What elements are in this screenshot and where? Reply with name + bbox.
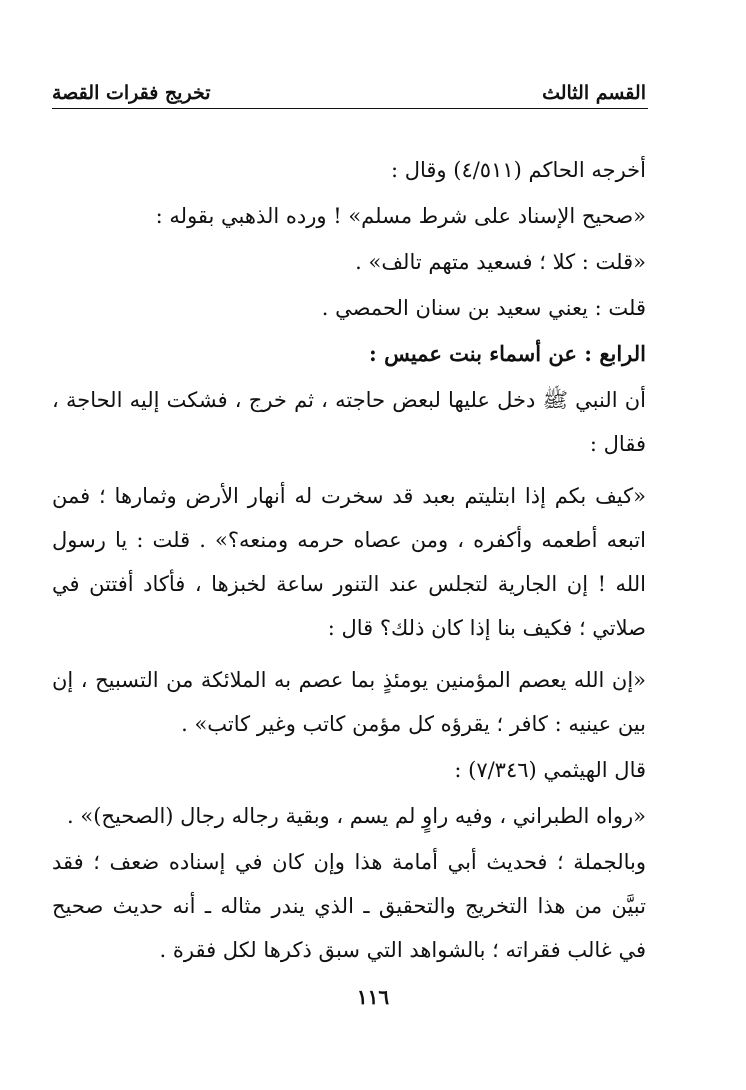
- section-heading-fourth: الرابع : عن أسماء بنت عميس :: [369, 341, 646, 366]
- paragraph-saeed: قلت : يعني سعيد بن سنان الحمصي .: [321, 296, 646, 320]
- running-header: [52, 74, 646, 104]
- paragraph-haythami: قال الهيثمي (٧/٣٤٦) :: [454, 758, 646, 782]
- paragraph-conclusion: وبالجملة ؛ فحديث أبي أمامة هذا وإن كان في إسناده ضعف ؛ فقد تبيَّن من هذا التخريج والتحقيق ـ الذي يندر مثاله ـ أنه حديث صحيح في غالب فقراته ؛ بالشواهد التي سبق ذكرها لكل فقرة .: [52, 850, 646, 962]
- paragraph-quote-dhahabi: «قلت : كلا ؛ فسعيد متهم تالف» .: [355, 250, 646, 274]
- paragraph-hadith-answer: «إن الله يعصم المؤمنين يومئذٍ بما عصم به الملائكة من التسبيح ، إن بين عينيه : كافر ؛ يقرؤه كل مؤمن كاتب وغير كاتب» .: [52, 668, 646, 736]
- header-divider: [52, 108, 648, 109]
- paragraph-quote-sahih: «صحيح الإسناد على شرط مسلم» ! ورده الذهبي بقوله :: [155, 204, 646, 228]
- page-number: ١١٦: [356, 985, 390, 1009]
- paragraph-hadith-text: «كيف بكم إذا ابتليتم بعبد قد سخرت له أنهار الأرض وثمارها ؛ فمن اتبعه أطعمه وأكفره ، ومن عصاه حرمه ومنعه؟» . قلت : يا رسول الله ! إن الجارية لتجلس عند التنور ساعة لخبزها ، فأكاد أفتتن في صلاتي ؛ فكيف بنا إذا كان ذلك؟ قال :: [52, 484, 646, 640]
- body-text: [52, 148, 646, 972]
- paragraph-hadith-intro: أن النبي ﷺ دخل عليها لبعض حاجته ، ثم خرج ، فشكت إليه الحاجة ، فقال :: [52, 388, 646, 456]
- paragraph-tabarani: «رواه الطبراني ، وفيه راوٍ لم يسم ، وبقية رجاله رجال (الصحيح)» .: [67, 804, 646, 828]
- chapter-title: تخريج فقرات القصة: [52, 82, 211, 104]
- paragraph-hakim: أخرجه الحاكم (٤/٥١١) وقال :: [390, 158, 646, 182]
- section-label: القسم الثالث: [542, 82, 646, 104]
